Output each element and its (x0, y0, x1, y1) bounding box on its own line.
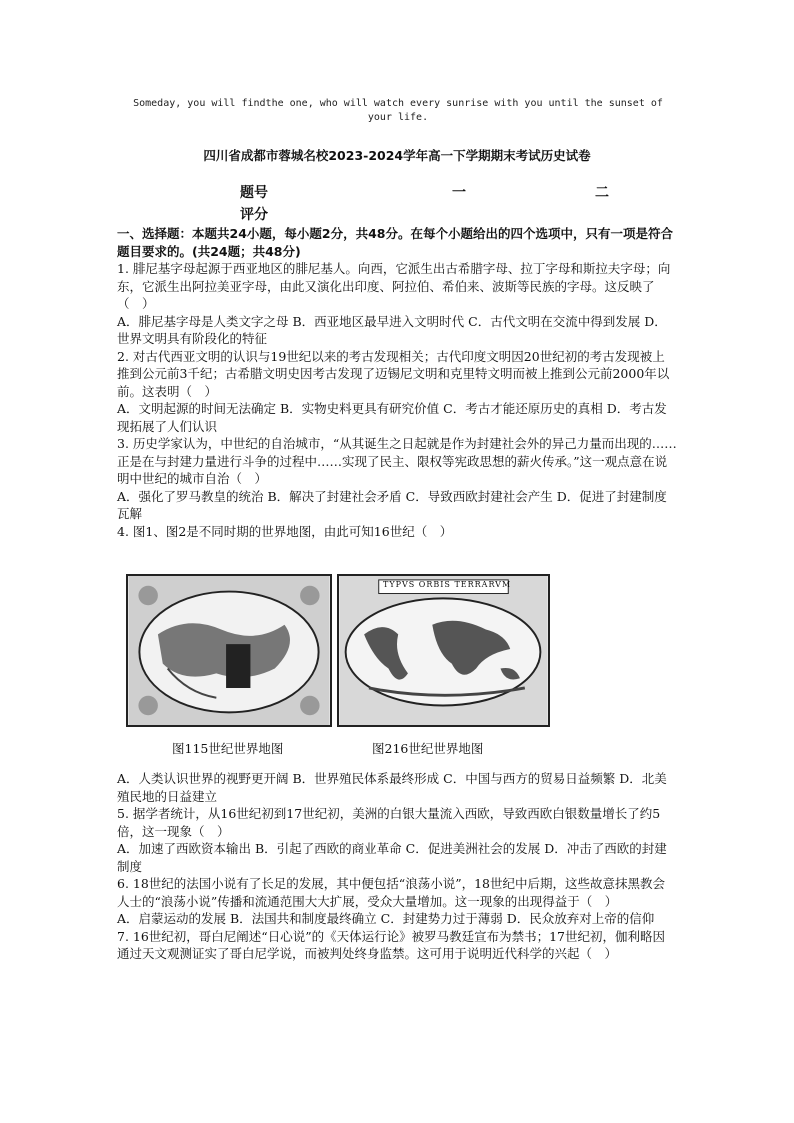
figures (126, 574, 550, 727)
question-stem: 4. 图1、图2是不同时期的世界地图，由此可知16世纪（ ） (117, 523, 453, 539)
score-table (240, 182, 640, 226)
question-options: A．启蒙运动的发展 B．法国共和制度最终确立 C．封建势力过于薄弱 D．民众放弃对上帝的信仰 (117, 911, 655, 926)
question-stem: 2. 对古代西亚文明的认识与19世纪以来的考古发现相关；古代印度文明因20世纪初的考古发现被上推到公元前3千纪；古希腊文明史因考古发现了迈锡尼文明和克里特文明而被上推到公元前2000年以前。这表明（ ） (117, 348, 670, 399)
section-heading: 一、选择题：本题共24小题，每小题2分，共48分。在每个小题给出的四个选项中，只有一项是符合题目要求的。(共24题；共48分) (117, 226, 673, 259)
question-stem: 7. 16世纪初，哥白尼阐述“日心说”的《天体运行论》被罗马教廷宣布为禁书；17世纪初，伽利略因通过天文观测证实了哥白尼学说，而被判处终身监禁。这可用于说明近代科学的兴起（ ） (117, 928, 665, 961)
questions-block-2 (117, 770, 677, 963)
score-col-1: 一 (452, 185, 466, 201)
figure-caption-2: 图216世纪世界地图 (372, 741, 484, 756)
score-col-2: 二 (595, 185, 609, 201)
question-options: A．加速了西欧资本输出 B．引起了西欧的商业革命 C．促进美洲社会的发展 D．冲击了西欧的封建制度 (117, 841, 667, 874)
question-stem: 3. 历史学家认为，中世纪的自治城市，“从其诞生之日起就是作为封建社会外的异己力量而出现的……正是在与封建力量进行斗争的过程中……实现了民主、限权等宪政思想的薪火传承。”这一观点意在说明中世纪的城市自治（ ） (117, 436, 677, 486)
question-stem: 1. 腓尼基字母起源于西亚地区的腓尼基人。向西，它派生出古希腊字母、拉丁字母和斯拉夫字母；向东，它派生出阿拉美亚字母，由此又演化出印度、阿拉伯、希伯来、波斯等民族的字母。这反映了（ ） (117, 261, 671, 311)
map-figure-1 (126, 574, 332, 727)
question-stem: 6. 18世纪的法国小说有了长足的发展，其中便包括“浪荡小说”，18世纪中后期，这些故意抹黑教会人士的“浪荡小说”传播和流通范围大大扩展，受众大量增加。这一现象的出现得益于（ ） (117, 876, 665, 909)
epigraph: Someday, you will findthe one, who will watch every sunrise with you until the sunset of your life. (133, 98, 663, 123)
question-options: A．腓尼基字母是人类文字之母 B．西亚地区最早进入文明时代 C．古代文明在交流中得到发展 D．世界文明具有阶段化的特征 (117, 313, 667, 346)
exam-title: 四川省成都市蓉城名校2023-2024学年高一下学期期末考试历史试卷 (203, 148, 591, 163)
ptolemy-map-image (128, 576, 330, 725)
map-figure-2 (337, 574, 550, 727)
question-options: A．文明起源的时间无法确定 B．实物史料更具有研究价值 C．考古才能还原历史的真相 D．考古发现拓展了人们认识 (117, 401, 667, 434)
ortelius-map-image (339, 576, 548, 725)
score-row-label-score: 评分 (240, 207, 268, 223)
question-options: A．强化了罗马教皇的统治 B．解决了封建社会矛盾 C．导致西欧封建社会产生 D．促进了封建制度瓦解 (117, 488, 667, 521)
question-options: A．人类认识世界的视野更开阔 B．世界殖民体系最终形成 C．中国与西方的贸易日益频繁 D．北美殖民地的日益建立 (117, 771, 667, 804)
score-row-label-question: 题号 (240, 185, 268, 201)
question-stem: 5. 据学者统计，从16世纪初到17世纪初，美洲的白银大量流入西欧，导致西欧白银数量增长了约5倍，这一现象（ ） (117, 806, 661, 839)
questions-block-1 (117, 225, 677, 540)
map-banner-text: TYPVS ORBIS TERRARVM (383, 580, 512, 589)
figure-caption-1: 图115世纪世界地图 (172, 741, 284, 756)
